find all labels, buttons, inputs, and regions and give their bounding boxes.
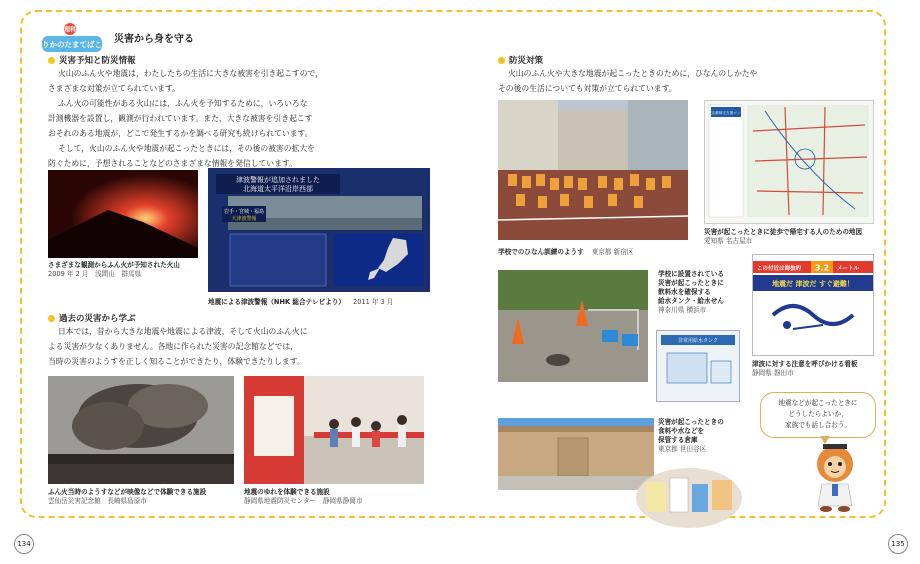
rika-logo [40,22,104,56]
text-line: ふん火の可能性がある火山には，ふん火を予知するために，いろいろな [58,99,308,108]
water-tank-sign [656,330,740,402]
page-number-right: 135 [888,534,908,554]
water-tank-photo [498,270,648,382]
evacuation-drill-caption: 学校でのひなん訓練のようす 東京都 新宿区 [498,248,634,256]
quake-experience-photo [244,376,424,484]
sign-main: 地震だ 津波だ すぐ避難！ [772,280,854,288]
tank-sign-text: 非常用給水タンク [678,338,718,344]
museum-photo [48,376,234,484]
page-title: 災害から身を守る [114,34,194,45]
bullet-icon [498,57,505,64]
volcano-caption: さまざまな観測からふん火が予知された火山 2009 年 2 月 浅間山 群馬県 [48,261,180,278]
bullet-icon [48,315,55,322]
section-body-prevention [498,66,878,96]
text-line: さまざまな対策が立てられています。 [48,84,180,93]
section-heading-past: 過去の災害から学ぶ [48,312,136,324]
tv-banner-line1: 津波警報が追加されました [236,176,320,184]
text-line: 当時の災害のようすを正しく知ることができたり，体験できたりします。 [48,357,305,366]
support-map-caption: 災害が起こったときに徒歩で帰宅する人のための地図 愛知県 名古屋市 [704,228,863,245]
volcano-photo [48,170,198,258]
mascot-icon [806,440,864,512]
bullet-icon [48,57,55,64]
sign-value: 3.2 [814,263,830,273]
support-map-photo [704,100,874,224]
section-heading-forecast: 災害予知と防災情報 [48,54,136,66]
text-line: その後の生活についても対策が立てられています。 [498,84,677,93]
text-line: おそれのある地震が，どこで発生するかを調べる研究も続けられています。 [48,129,313,138]
text-line: 日本では，昔から大きな地震や地震による津波，そして火山のふん火に [58,327,308,336]
map-title: 東京都帰宅支援マップ [708,111,744,115]
text-line: そして，火山のふん火や地震が起こったときには，その後の被害の拡大を [58,144,315,153]
section-body-forecast [48,66,448,171]
text-line: 火山のふん火や大きな地震が起こったときのために，ひなんのしかたや [508,69,758,78]
page-number-left: 134 [14,534,34,554]
speech-bubble: 地震などが起こったときに どうしたらよいか， 家族でも話し合おう。 [760,392,876,438]
text-line: 計測機器を設置し，観測が行われています。また，大きな被害を引き起こす [48,114,313,123]
section-heading-prevention: 防災対策 [498,54,543,66]
quake-experience-caption: 地震のゆれを体験できる施設 静岡県地震防災センター 静岡県静岡市 [244,488,363,505]
museum-caption: ふん火当時のようすなどが映像などで体験できる施設 雲仙岳災害記念館 長崎県島原市 [48,488,207,505]
storage-warehouse-photo [498,418,654,490]
storage-warehouse-caption: 災害が起こったときの 食料や水などを 保管する倉庫 東京都 世田谷区 [658,418,724,453]
tsunami-sign-caption: 津波に対する注意を呼びかける看板 静岡県 磐田市 [752,360,858,377]
tv-banner-line2: 北海道太平洋沿岸西部 [243,185,313,193]
water-tank-caption: 学校に設置されている 災害が起こったときに 飲料水を確保する 給水タンク・給水せん 神奈川県 横浜市 [658,270,724,314]
tsunami-sign-photo [752,254,874,356]
sign-unit: メートル [837,266,860,272]
text-line: よる災害が少なくありません。各地に作られた災害の記念館などでは， [48,342,298,351]
logo-badge: 理科 [63,26,77,34]
text-line: 防ぐために，予想されることなどのさまざまな情報を発信しています。 [48,159,297,168]
logo-text: りかのたまてばこ [42,40,102,49]
tv-box-line2: 大津波警報 [231,216,257,222]
section-body-past [48,324,448,369]
text-line: 火山のふん火や地震は，わたしたちの生活に大きな被害を引き起こすので， [58,69,323,78]
sign-top: この付近は海抜約 [757,266,802,272]
evacuation-drill-photo [498,100,688,240]
supplies-photo [636,468,742,528]
tsunami-tv-caption: 地震による津波警報（NHK 総合テレビより） 2011 年 3 月 [208,298,394,306]
tv-box-line1: 岩手・宮城・福島 [223,209,265,215]
tsunami-tv-photo [208,168,430,292]
